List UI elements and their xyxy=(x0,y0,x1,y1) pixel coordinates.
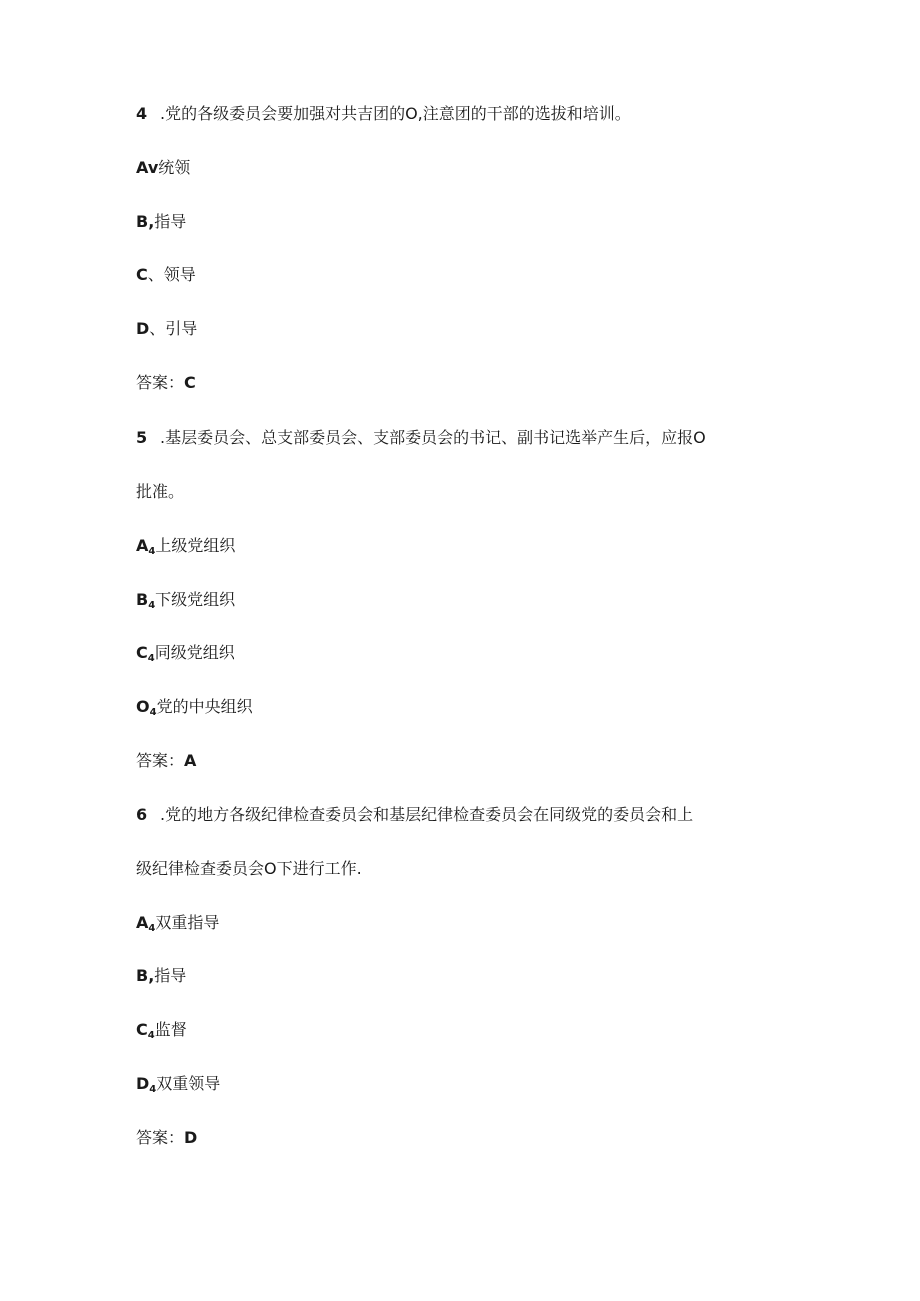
question-text: 批准。 xyxy=(136,482,185,501)
question-5-option-c xyxy=(136,643,235,669)
answer-value: C xyxy=(184,373,196,392)
option-letter: C xyxy=(136,1020,148,1039)
question-5-answer xyxy=(136,751,196,771)
question-number: 4 xyxy=(136,104,148,123)
question-6-option-d xyxy=(136,1074,220,1100)
option-letter: C xyxy=(136,265,148,284)
question-5-option-d xyxy=(136,697,253,723)
option-text: 指导 xyxy=(154,212,187,231)
question-4-option-a xyxy=(136,158,190,184)
option-text: 党的中央组织 xyxy=(156,697,253,716)
option-text: 上级党组织 xyxy=(155,536,236,555)
question-6-stem xyxy=(136,805,693,825)
question-text: 级纪律检查委员会O下进行工作. xyxy=(136,859,362,878)
option-marker: 4 xyxy=(148,600,156,611)
question-5-stem xyxy=(136,428,706,448)
question-number: 5 xyxy=(136,428,148,447)
question-6-option-b xyxy=(136,966,186,992)
question-5-option-b xyxy=(136,590,235,616)
option-text: 、领导 xyxy=(147,265,196,284)
option-text: 双重领导 xyxy=(156,1074,221,1093)
option-text: 下级党组织 xyxy=(155,590,236,609)
option-marker: 4 xyxy=(148,546,156,557)
question-text: .党的各级委员会要加强对共吉团的O,注意团的干部的选拔和培训。 xyxy=(160,104,631,123)
option-letter: D xyxy=(136,319,150,338)
option-letter: B xyxy=(136,590,149,609)
option-marker: 4 xyxy=(149,707,157,718)
option-letter: O xyxy=(136,697,150,716)
option-letter: A xyxy=(136,536,149,555)
question-4-stem xyxy=(136,104,631,124)
question-text: .党的地方各级纪律检查委员会和基层纪律检查委员会在同级党的委员会和上 xyxy=(160,805,694,824)
answer-label: 答案： xyxy=(136,751,185,770)
answer-value: D xyxy=(184,1128,198,1147)
question-6-option-c xyxy=(136,1020,187,1046)
option-marker: 4 xyxy=(149,1084,157,1095)
question-4-answer xyxy=(136,373,196,393)
answer-value: A xyxy=(184,751,197,770)
question-5-option-a xyxy=(136,536,235,562)
question-4-option-b xyxy=(136,212,186,238)
option-letter: C xyxy=(136,643,148,662)
answer-label: 答案： xyxy=(136,1128,185,1147)
question-4-option-d xyxy=(136,319,197,345)
option-text: 指导 xyxy=(154,966,187,985)
question-text: .基层委员会、总支部委员会、支部委员会的书记、副书记选举产生后，应报O xyxy=(160,428,706,447)
option-marker: 4 xyxy=(147,653,155,664)
question-4-option-c xyxy=(136,265,196,291)
option-text: 统领 xyxy=(158,158,191,177)
question-5-stem-continued xyxy=(136,482,184,502)
question-6-answer xyxy=(136,1128,197,1148)
option-letter: Av xyxy=(136,158,159,177)
option-letter: B, xyxy=(136,966,155,985)
option-text: 、引导 xyxy=(149,319,198,338)
option-marker: 4 xyxy=(148,923,156,934)
option-text: 同级党组织 xyxy=(154,643,235,662)
option-letter: D xyxy=(136,1074,150,1093)
question-6-option-a xyxy=(136,913,219,939)
option-marker: 4 xyxy=(147,1030,155,1041)
answer-label: 答案： xyxy=(136,373,185,392)
question-6-stem-continued xyxy=(136,859,362,879)
option-letter: B, xyxy=(136,212,155,231)
option-text: 双重指导 xyxy=(155,913,220,932)
option-text: 监督 xyxy=(154,1020,187,1039)
question-number: 6 xyxy=(136,805,148,824)
option-letter: A xyxy=(136,913,149,932)
